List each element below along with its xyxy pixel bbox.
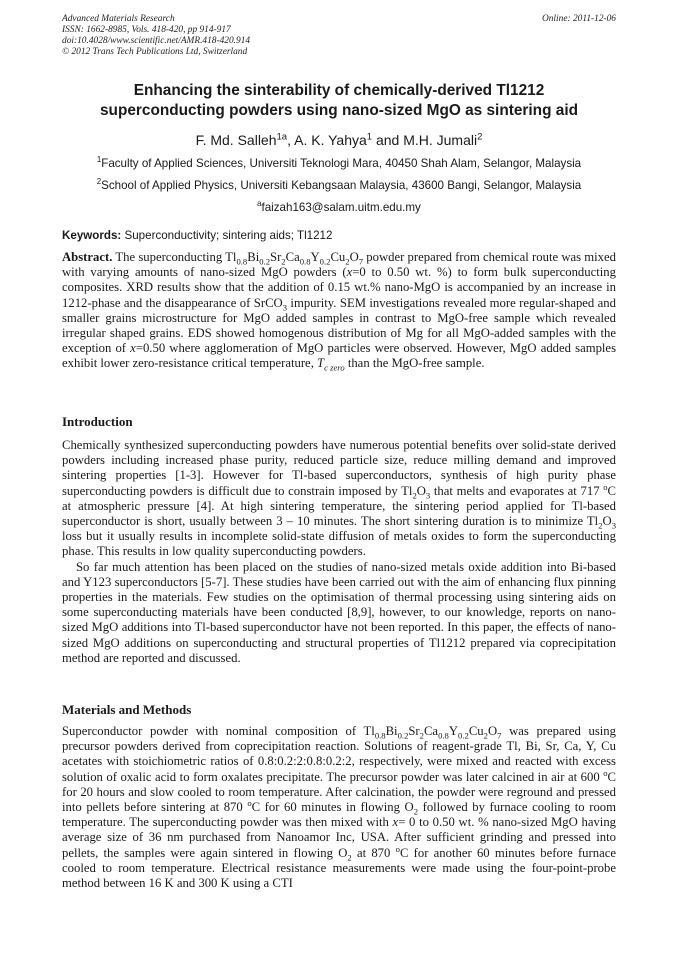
abstract-text: impurity. SEM investigations revealed more regular-shaped and smaller grains microstructure for MgO added samples in contrast to MgO-free sample which revealed irregular shaped grains. EDS showed homogenous distribution of Mg for all MgO-added samples with the exception of [62,295,616,356]
journal-name: Advanced Materials Research [62,14,175,24]
methods-text: C for 20 hours and slow cooled to room temperature. After calcination, the powder were reground and pressed into pellets before sintering at 870 [62,769,616,815]
abstract-text: =0.50 where agglomeration of MgO particles were observed. However, MgO added samples exhibit lower zero-resistance critical temperature, [62,341,617,371]
affiliation-2-marker: 2 [96,177,102,187]
affiliation-1-marker: 1 [96,155,102,165]
author-separator: and [372,132,404,148]
abstract-subscript: c zero [324,362,345,373]
intro-subscript: 2 [412,490,417,501]
affiliation-2-text: School of Applied Physics, Universiti Kebangsaan Malaysia, 43600 Bangi, Selangor, Malaysia [101,179,582,192]
keywords-text: Superconductivity; sintering aids; Tl1212 [121,229,333,242]
abstract-text: Ca [285,250,300,264]
abstract-subscript: 0.2 [319,256,331,267]
methods-paragraph [62,724,616,891]
keywords-label: Keywords: [62,229,122,242]
author-2-affiliation: 1 [366,131,373,143]
email-address: faizah163@salam.uitm.edu.my [261,201,421,214]
introduction-heading: Introduction [62,414,133,429]
abstract-paragraph [62,250,616,372]
methods-subscript: 0.8 [374,730,386,741]
methods-text: Y [448,724,459,738]
intro-text: C at atmospheric pressure [4]. At high sintering temperature, the sintering period applied for Tl-based superconductor is short, usually between 3 – 10 minutes. The short sintering duration is to minimize Tl [62,483,616,529]
methods-variable: x [392,815,399,830]
abstract-subscript: 2 [281,256,286,267]
methods-subscript: 0.8 [438,730,449,741]
intro-text: Chemically synthesized superconducting powders have numerous potential benefits over solid-state derived powders including increased phase purity, reduced particle size, reduce milling demand and improved sintering properties [1-3]. However for Tl-based superconductors, synthesis of high purity phase superconducting powders is difficult due to constrain imposed by Tl [62,438,616,498]
methods-subscript: 2 [419,730,424,741]
intro-degree: o [603,481,608,492]
author-1-affiliation: 1a [276,131,288,143]
abstract-variable: x [346,265,353,280]
abstract-variable: T [317,356,325,371]
methods-text: O [487,724,498,738]
methods-heading: Materials and Methods [62,702,192,717]
title-line-1: Enhancing the sinterability of chemically-derived Tl1212 [133,82,545,99]
methods-degree: o [247,797,252,808]
author-2: A. K. Yahya [294,132,367,148]
methods-degree: o [395,843,400,854]
methods-degree: o [603,767,608,778]
methods-subscript: 2 [347,852,352,863]
methods-text: at 870 [351,845,396,860]
methods-text: Bi [385,724,398,738]
abstract-text: O [349,250,359,264]
online-date: Online: 2011-12-06 [541,14,616,24]
author-1: F. Md. Salleh [195,132,277,148]
author-separator: , [287,132,295,148]
introduction-paragraph-1 [62,438,616,560]
keywords [62,228,616,243]
abstract-text: than the MgO-free sample. [344,356,485,371]
journal-doi: doi:10.4028/www.scientific.net/AMR.418-420.914 [62,36,251,46]
methods-text: C for 60 minutes in flowing O [251,800,414,815]
affiliation-2 [40,178,638,193]
abstract [62,250,616,372]
intro-text: O [416,483,426,498]
affiliation-1-text: Faculty of Applied Sciences, Universiti Teknologi Mara, 40450 Shah Alam, Selangor, Malaysia [101,157,582,170]
methods-body [62,724,616,891]
abstract-text: Bi [247,250,260,264]
abstract-text: powder prepared from chemical route was mixed with varying amounts of nano-sized MgO powders ( [62,250,616,280]
intro-text: that melts and evaporates at 717 [430,483,604,498]
abstract-subscript: 3 [282,302,288,313]
journal-copyright: © 2012 Trans Tech Publications Ltd, Switzerland [62,47,248,57]
abstract-subscript: 0.2 [259,256,271,267]
abstract-variable: x [130,341,136,356]
introduction-body [62,438,616,666]
intro-text: loss but it usually results in incomplete solid-state diffusion of metals oxides to form the superconducting phase. This results in low quality superconducting powders. [62,529,616,559]
author-3: M.H. Jumali [403,132,478,148]
methods-subscript: 7 [497,730,502,741]
abstract-label: Abstract. [62,250,113,264]
corresponding-email [40,200,638,215]
introduction-paragraph-2: So far much attention has been placed on the studies of nano-sized metals oxide addition into Bi-based and Y123 superconductors [5-7]. These studies have been carried out with the aim of enhancing flux pinning properties in the materials. Few studies on the optimisation of thermal processing using sintering aids on some superconducting materials have been conducted [8,9], however, to our knowledge, reports on nano-sized MgO additions into Tl-based superconductor have not been reported. In this paper, the effects of nano-sized MgO additions on superconducting and structural properties of Tl1212 prepared via coprecipitation method are reported and discussed. [62,559,616,665]
methods-subscript: 2 [413,806,419,817]
affiliation-1 [40,156,638,171]
abstract-text: Sr [270,250,282,264]
abstract-text: Cu [330,250,346,264]
methods-subscript: 0.2 [397,730,409,741]
author-3-affiliation: 2 [477,131,483,143]
journal-issn: ISSN: 1662-8985, Vols. 418-420, pp 914-917 [62,25,231,35]
author-list [40,131,638,149]
methods-text: Sr [408,724,420,738]
intro-text: O [602,514,612,529]
intro-subscript: 2 [598,520,603,531]
methods-text: = 0 to 0.50 wt. % nano-sized MgO having average size of 36 nm purchased from Nanoamor Inc, USA. After sufficient grinding and pressed into pellets, the samples were again sintered in flowing O [62,815,617,860]
methods-text: Superconductor powder with nominal composition of Tl [62,724,375,738]
abstract-subscript: 2 [345,256,350,267]
email-marker: a [257,199,262,209]
methods-text: Ca [423,724,439,738]
abstract-subscript: 7 [358,256,364,267]
abstract-text: Y [310,250,320,264]
abstract-text: The superconducting Tl [112,250,237,264]
intro-subscript: 3 [425,490,431,501]
abstract-text: =0 to 0.50 wt. %) to form bulk superconducting composites. XRD results show that the addition of 0.15 wt.% nano-MgO is accompanied by an increase in 1212-phase and the disappearance of SrCO [62,265,616,310]
methods-text: was prepared using precursor powders derived from coprecipitation reaction. Solutions of reagent-grade Tl, Bi, Sr, Ca, Y, Cu acetates with stoichiometric ratios of 0.8:0.2:2:0.8:0.2:2, respectively, were mixed and reacted with excess solution of oxalic acid to form oxalates precipitate. The precursor powder was later calcined in air at 600 [62,724,616,784]
methods-text: Cu [468,724,484,738]
paper-title [40,81,638,121]
title-line-2: superconducting powders using nano-sized MgO as sintering aid [99,102,578,119]
methods-text: followed by furnace cooling to room temperature. The superconducting powder was then mixed with [62,800,616,830]
abstract-subscript: 0.8 [299,256,311,267]
methods-subscript: 0.2 [458,730,469,741]
methods-subscript: 2 [483,730,488,741]
journal-header [62,14,616,58]
intro-subscript: 3 [611,520,616,531]
abstract-subscript: 0.8 [236,256,248,267]
methods-text: C for another 60 minutes before furnace cooled to room temperature. Electrical resistance measurements were made using the four-point-probe method between 16 K and 300 K using a CTI [62,845,616,891]
